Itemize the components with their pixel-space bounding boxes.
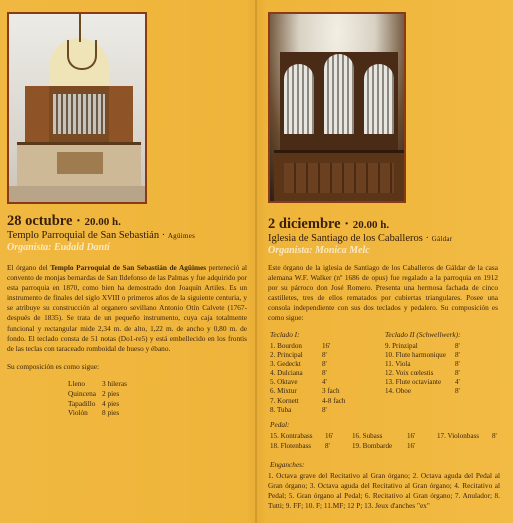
- stop-item: 15. Kontrabass 16': [270, 432, 334, 440]
- organist-left: Organista: Eudald Dantí: [7, 242, 110, 253]
- stop-item: 3. Gedeckt 8': [270, 360, 327, 369]
- register-row: Violón 8 pies: [68, 408, 120, 418]
- concert-date-left: 28 octubre · 20.00 h.: [7, 213, 121, 229]
- register-row: Tapadillo 4 pies: [68, 398, 120, 408]
- stop-item: 9. Prinzipal 8': [385, 342, 460, 350]
- composition-title-left: Su composición es como sigue:: [7, 362, 100, 371]
- stop-item: 19. Bombarde 16': [352, 441, 416, 450]
- stop-item: 11. Viola 8': [385, 360, 460, 369]
- stop-item: 5. Oktave 4': [270, 378, 327, 387]
- stop-item: 10. Flute harmonique 8': [385, 351, 460, 360]
- organ-photo-aguimes: [7, 12, 147, 204]
- concert-time-left: 20.00 h.: [84, 216, 121, 228]
- description-left: El órgano del Templo Parroquial de San Sebastián de Agüimes perteneció al convento de monjas bernardas de San Ildefonso de las Palmas y fue adquirido por esta parroquia en 1870, como bien ha demostrado don Joaquín Artiles. Es un instrumento de finales del siglo XVIII o primeros años de la siguiente centuria, y se atribuye su construcción al organero sevillano Antonio Otín Calvete (1767-después de 1835). Se trata de un pequeño instrumento, cuya caja totalmente funcional y rectangular mide 2,34 m. de alto, 1,22 m. de ancho y 0,80 m. de fondo. El teclado consta de 51 notas (Do1-re5) y está embellecido en los frontis de las teclas con taraceado romboidal de hueso y ébano.: [7, 263, 247, 353]
- stop-item: 7. Kornett 4-8 fach: [270, 396, 346, 405]
- stop-item: 16. Subass 16': [352, 432, 416, 440]
- organ-photo-galdar: [268, 12, 406, 203]
- stop-item: 6. Mixtur 3 fach: [270, 387, 340, 396]
- stop-item: 14. Oboe 8': [385, 387, 460, 396]
- manual1-title: Teclado I:: [270, 330, 300, 339]
- town-left: Agüimes: [167, 232, 196, 240]
- stop-item: 2. Principal 8': [270, 351, 327, 360]
- stop-item: 1. Bourdon 16': [270, 342, 331, 350]
- couplers-title: Enganches:: [270, 460, 305, 469]
- concert-time-right: 20.00 h.: [352, 219, 390, 231]
- register-row: Quincena 2 pies: [68, 388, 120, 398]
- manual1-stops: [270, 342, 345, 415]
- stop-item: 4. Dulciana 8': [270, 369, 327, 378]
- pedal-title: Pedal:: [270, 420, 290, 429]
- page-fold: [255, 0, 257, 523]
- town-right: Gáldar: [431, 235, 453, 243]
- manual2-title: Teclado II (Schwellwerk):: [385, 330, 461, 339]
- lamp-icon: [67, 40, 97, 70]
- stop-item: 17. Violonbass 8': [437, 432, 497, 440]
- stop-item: 18. Flotenbass 8': [270, 441, 330, 450]
- register-row: Lleno 3 hileras: [68, 379, 127, 388]
- organist-right: Organista: Monica Melc: [268, 245, 370, 256]
- registers-table: [68, 379, 142, 418]
- venue-left: Templo Parroquial de San Sebastián · Agüimes: [7, 230, 196, 241]
- venue-right: Iglesia de Santiago de los Caballeros · Gáldar: [268, 233, 453, 244]
- stop-item: 13. Flute octaviante 4': [385, 378, 460, 387]
- manual2-stops: [385, 342, 460, 397]
- bold-venue: Templo Parroquial de San Sebastián de Agüimes: [50, 263, 207, 272]
- concert-date-right: 2 diciembre · 20.00 h.: [268, 216, 390, 232]
- couplers-text: 1. Octava grave del Recitativo al Gran órgano; 2. Octava aguda del Pedal al Gran órgano; 3. Octava aguda del Recitativo al Gran órgano; 4. Recitativo al Pedal; 5. Gran órgano al Pedal; 6. Recitativo al Gran órgano; 7. Anulador; 8. Tutti; 9. FF; 10. F; 11.MF; 12 P; 13. Jeux d'anches "ex": [268, 471, 500, 510]
- stop-item: 8. Tuba 8': [270, 405, 327, 414]
- stop-item: 12. Voix cœlestis 8': [385, 369, 460, 378]
- description-right: Este órgano de la iglesia de Santiago de los Caballeros de Gáldar de la casa alemana W.F. Walker (nº 1686 de opus) fue regalado a la parroquia en 1912 por su párroco don José Romero. Presenta una hermosa fachada de cinco castilletes, tres de ellos rematados por cubiertas triangulares. Posee una consola independiente con sus dos teclados y pedalero. Su composición es como sigue:: [268, 263, 498, 323]
